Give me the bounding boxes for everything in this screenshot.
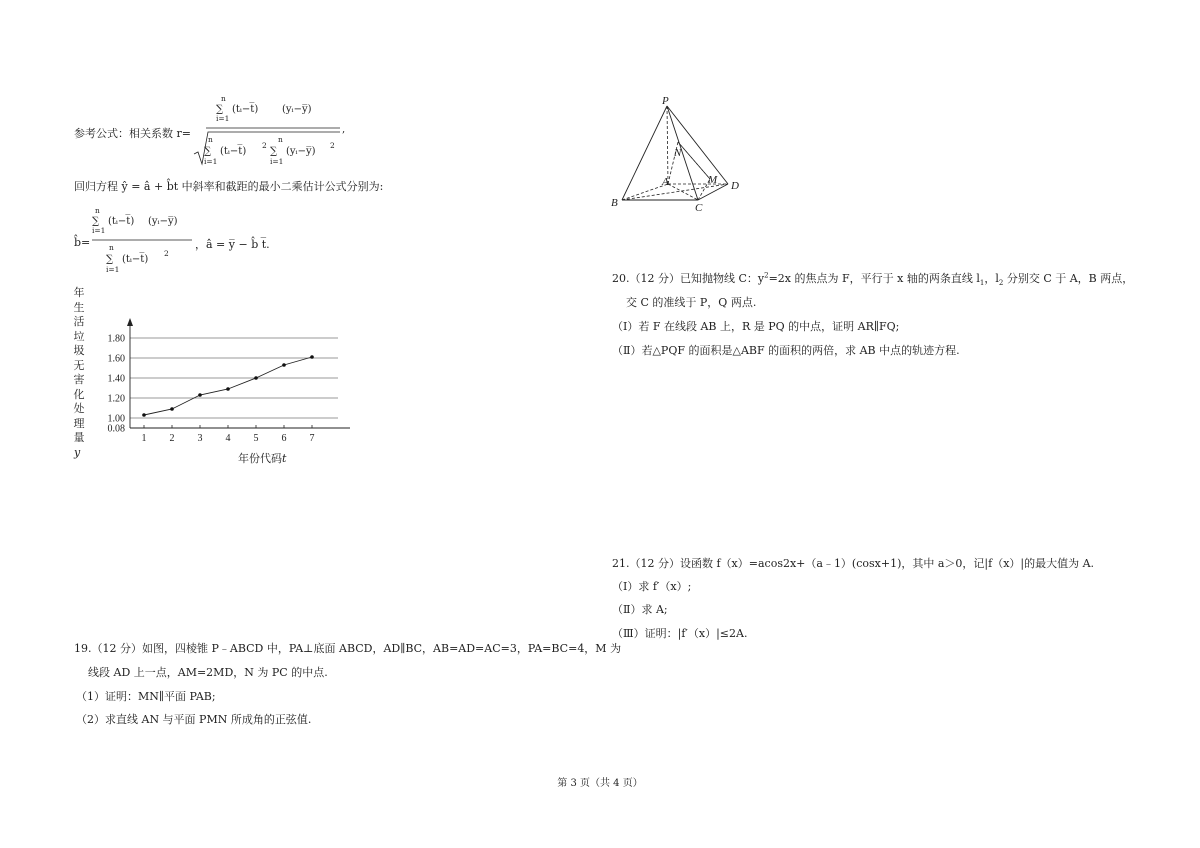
- x-tick-label: 2: [169, 433, 175, 444]
- line-chart: [90, 316, 350, 466]
- data-point: [170, 407, 174, 411]
- y-tick-label: 1.80: [107, 333, 125, 345]
- label-a: A: [662, 176, 669, 188]
- regression-text: 回归方程 ŷ = â + b̂t 中斜率和截距的最小二乘估计公式分别为:: [74, 180, 384, 193]
- label-m: M: [708, 174, 718, 186]
- x-tick-label: 7: [309, 433, 315, 444]
- chart-ylabel-char: 活: [73, 315, 85, 328]
- y-tick-label: 1.60: [107, 353, 125, 365]
- q20-part2: （Ⅱ）若△PQF 的面积是△ABF 的面积的两倍，求 AB 中点的轨迹方程.: [612, 344, 960, 357]
- page-footer: 第 3 页（共 4 页）: [557, 778, 643, 789]
- chart-ylabel-char: 化: [73, 387, 85, 401]
- label-c: C: [695, 202, 703, 214]
- chart-ylabel-char: 生: [73, 300, 85, 314]
- q20-line1-a: 20.（12 分）已知抛物线 C：y: [612, 272, 765, 285]
- label-p: P: [662, 95, 669, 107]
- q20-sub-2: 2: [998, 279, 1004, 288]
- sigma-symbol-2: ∑: [204, 146, 212, 157]
- chart-ylabel-char: 处: [73, 402, 85, 415]
- pyramid-figure: [610, 94, 750, 214]
- q20-sup-2: 2: [764, 271, 769, 280]
- q19-line2: 线段 AD 上一点，AM=2MD，N 为 PC 的中点.: [88, 666, 328, 679]
- edge-pa: [667, 106, 668, 184]
- b-den-t: (tᵢ−t̅): [122, 254, 149, 265]
- sum-upper-n2: n: [208, 135, 213, 144]
- edge-pc: [667, 106, 698, 200]
- q19-line1: 19.（12 分）如图，四棱锥 P﹣ABCD 中，PA⊥底面 ABCD，AD∥BC，AB=AD=AC=3，PA=BC=4，M 为: [74, 642, 622, 655]
- num-term-y: (yᵢ−y̅): [282, 104, 312, 115]
- q20-line1-c: ，l: [984, 272, 999, 285]
- chart-ylabel-char: 圾: [73, 344, 85, 357]
- y-tick-label: 0.08: [107, 423, 125, 435]
- b-num-t: (tᵢ−t̅): [108, 216, 135, 227]
- b-den-sq: 2: [164, 249, 169, 258]
- y-tick-label: 1.20: [107, 393, 125, 405]
- x-tick-label: 3: [197, 433, 203, 444]
- sum-lower-i1: i=1: [216, 114, 230, 123]
- q20-line1-d: 分别交 C 于 A，B 两点，: [1003, 272, 1134, 285]
- data-point: [226, 387, 230, 391]
- sum-upper-n: n: [221, 94, 226, 103]
- q21-part2: （Ⅱ）求 A;: [612, 603, 668, 616]
- chart-ylabel-char: 量: [73, 431, 85, 444]
- q21-part3: （Ⅲ）证明：|f′（x）|≤2A.: [612, 627, 748, 640]
- x-tick-label: 4: [225, 433, 231, 444]
- correlation-formula: [190, 92, 360, 170]
- sigma-symbol-3: ∑: [270, 146, 278, 157]
- chart-ylabel-var: y: [74, 445, 81, 459]
- den-term-y: (yᵢ−y̅): [286, 146, 316, 157]
- x-tick-label: 6: [281, 433, 287, 444]
- q20-line2: 交 C 的准线于 P，Q 两点.: [626, 296, 757, 309]
- den-term-t: (tᵢ−t̅): [220, 146, 247, 157]
- q21-part1: （Ⅰ）求 f′（x）;: [612, 580, 692, 593]
- b-sigma: ∑: [92, 216, 100, 227]
- b-label: b̂=: [74, 236, 91, 249]
- y-tick-label: 1.40: [107, 373, 125, 385]
- sum-lower-i1-3: i=1: [270, 157, 284, 166]
- chart-ylabel-char: 无: [73, 358, 85, 372]
- x-tick-label: 5: [253, 433, 259, 444]
- label-d: D: [731, 180, 739, 192]
- sum-upper-n3: n: [278, 135, 283, 144]
- chart-ylabel-char: 年: [73, 286, 85, 299]
- chart-ylabel-char: 垃: [73, 329, 85, 343]
- den-sq-1: 2: [262, 141, 267, 150]
- q20-part1: （Ⅰ）若 F 在线段 AB 上，R 是 PQ 的中点，证明 AR∥FQ;: [612, 320, 900, 333]
- data-point: [310, 355, 314, 359]
- data-point: [142, 413, 146, 417]
- sigma-symbol: ∑: [216, 104, 224, 115]
- b-den-sigma: ∑: [106, 254, 114, 265]
- b-sum-upper-n: n: [95, 206, 100, 215]
- num-term-t: (tᵢ−t̅): [232, 104, 259, 115]
- chart-xlabel-var: t: [282, 452, 287, 465]
- b-den-upper-n: n: [109, 243, 114, 252]
- chart-xlabel: [238, 450, 286, 466]
- q20-sub-1: 1: [979, 279, 985, 288]
- sum-lower-i1-2: i=1: [204, 157, 218, 166]
- edge-pd: [667, 106, 728, 184]
- b-hat-formula: [92, 204, 202, 276]
- x-tick-label: 1: [141, 433, 147, 444]
- q20-line1-b: =2x 的焦点为 F，平行于 x 轴的两条直线 l: [768, 272, 980, 285]
- label-n: N: [674, 147, 682, 159]
- y-axis-arrow: [127, 318, 133, 326]
- b-num-y: (yᵢ−y̅): [148, 216, 178, 227]
- ref-formula-label: 参考公式：相关系数 r=: [74, 127, 191, 140]
- chart-xlabel-text: 年份代码: [238, 452, 282, 465]
- data-point: [198, 393, 202, 397]
- b-sum-lower: i=1: [92, 226, 106, 235]
- q19-part1: （1）证明：MN∥平面 PAB;: [76, 690, 216, 703]
- y-tick-label: 1.00: [107, 413, 125, 425]
- data-point: [282, 363, 286, 367]
- a-formula: ，â = y̅ − b̂ t̅.: [195, 238, 270, 251]
- chart-ylabel-char: 理: [73, 416, 85, 430]
- q21-line1: 21.（12 分）设函数 f（x）=acos2x+（a﹣1）(cosx+1)，其中 a＞0，记|f（x）|的最大值为 A.: [612, 557, 1095, 570]
- q20-line1: [612, 270, 1133, 287]
- formula-comma: ,: [342, 124, 346, 135]
- data-point: [254, 376, 258, 380]
- chart-ylabel-char: 害: [73, 373, 85, 386]
- den-sq-2: 2: [330, 141, 335, 150]
- q19-part2: （2）求直线 AN 与平面 PMN 所成角的正弦值.: [76, 713, 312, 726]
- series-line: [144, 357, 312, 415]
- chart-ylabel: [72, 286, 88, 459]
- edge-pb: [622, 106, 667, 200]
- label-b: B: [611, 197, 618, 209]
- b-den-lower: i=1: [106, 265, 120, 274]
